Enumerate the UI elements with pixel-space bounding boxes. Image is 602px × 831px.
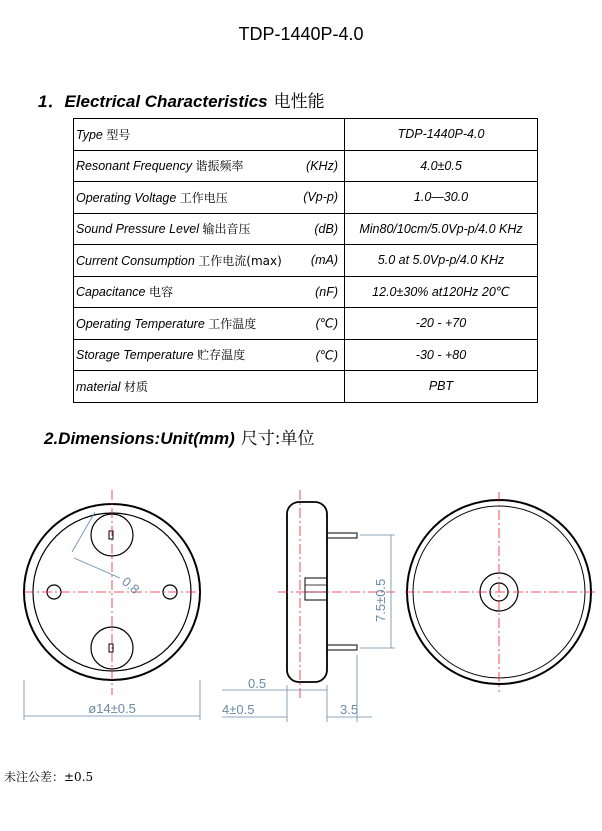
spec-param-cell — [74, 182, 345, 214]
spec-row — [74, 276, 538, 308]
spec-row — [74, 371, 538, 403]
spec-param-name: Operating Temperature — [76, 316, 205, 331]
spec-param-name: Capacitance — [76, 285, 146, 300]
spec-value-cell: 5.0 at 5.0Vp-p/4.0 KHz — [345, 245, 538, 277]
spec-param-name-cn: 工作温度 — [208, 316, 257, 331]
spec-param-cell — [74, 150, 345, 182]
pin-thickness-label: 0.5 — [248, 676, 267, 691]
spec-param-unit: (dB) — [314, 221, 338, 236]
tolerance-note: 未注公差：±0.5 — [4, 770, 94, 784]
spec-param-name: material — [76, 379, 121, 394]
spec-param-unit: (℃) — [315, 348, 338, 363]
height-label: 4±0.5 — [222, 702, 255, 717]
document-title: TDP-1440P-4.0 — [238, 24, 364, 44]
spec-value-cell: 4.0±0.5 — [345, 150, 538, 182]
spec-value-cell: 12.0±30% at120Hz 20℃ — [345, 276, 538, 308]
spec-value-cell: Min80/10cm/5.0Vp-p/4.0 KHz — [345, 213, 538, 245]
spec-row — [74, 150, 538, 182]
spec-param-unit: (mA) — [310, 253, 338, 268]
spec-param-unit: (nF) — [315, 284, 338, 299]
spec-value-cell: TDP-1440P-4.0 — [345, 119, 538, 151]
hole-leader-2 — [74, 558, 120, 578]
spec-row — [74, 339, 538, 371]
spec-row — [74, 182, 538, 214]
spec-value-cell: 1.0—30.0 — [345, 182, 538, 214]
spec-param-cell — [74, 276, 345, 308]
side-tab — [305, 578, 327, 600]
spec-param-unit: (Vp-p) — [303, 190, 338, 205]
section-2-heading — [44, 424, 315, 449]
top-pin — [327, 533, 357, 538]
spec-param-name-cn: 型号 — [106, 127, 131, 142]
spec-row — [74, 119, 538, 151]
spec-value-cell: -30 - +80 — [345, 339, 538, 371]
spec-param-name-cn: 电容 — [148, 285, 173, 300]
spec-param-cell — [74, 308, 345, 340]
spec-row — [74, 213, 538, 245]
spec-param-unit: (℃) — [315, 316, 338, 331]
spec-param-name-cn: 贮存温度 — [197, 348, 246, 363]
pin-spacing-label: 7.5±0.5 — [373, 578, 388, 622]
spec-row — [74, 245, 538, 277]
spec-param-cell — [74, 213, 345, 245]
front-view — [24, 490, 200, 720]
hole-dia-label: 0.8 — [119, 573, 143, 597]
section-2-label: 2.Dimensions:Unit(mm) — [44, 429, 235, 448]
pin-length-label: 3.5 — [340, 702, 359, 717]
electrical-characteristics-table — [73, 118, 538, 403]
bottom-pin — [327, 645, 357, 650]
spec-param-cell — [74, 245, 345, 277]
spec-value-cell: PBT — [345, 371, 538, 403]
spec-param-name: Operating Voltage — [76, 190, 177, 205]
spec-value-cell: -20 - +70 — [345, 308, 538, 340]
diameter-label: ø14±0.5 — [88, 701, 136, 716]
spec-param-cell — [74, 339, 345, 371]
section-1-label-cn: 电性能 — [273, 92, 325, 112]
spec-param-name: Current Consumption — [76, 253, 195, 268]
spec-param-name-cn: 工作电压 — [179, 190, 228, 205]
spec-param-name: Resonant Frequency — [76, 159, 193, 174]
section-2-label-cn: 尺寸:单位 — [240, 429, 315, 449]
spec-param-name-cn: 材质 — [123, 379, 148, 394]
section-1-heading — [38, 87, 325, 112]
spec-param-cell — [74, 371, 345, 403]
spec-param-cell — [74, 119, 345, 151]
spec-param-name: Storage Temperature — [76, 348, 194, 363]
section-1-label: 1．Electrical Characteristics — [38, 92, 268, 111]
spec-param-name-cn: 谐振频率 — [195, 159, 244, 174]
dimension-drawing — [0, 470, 602, 730]
back-view — [405, 492, 598, 692]
spec-param-name-cn: 输出音压 — [202, 222, 251, 237]
spec-row — [74, 308, 538, 340]
spec-param-unit: (KHz) — [306, 158, 338, 173]
spec-param-name-cn: 工作电流(max) — [198, 253, 282, 268]
spec-param-name: Type — [76, 127, 103, 142]
spec-param-name: Sound Pressure Level — [76, 222, 199, 237]
